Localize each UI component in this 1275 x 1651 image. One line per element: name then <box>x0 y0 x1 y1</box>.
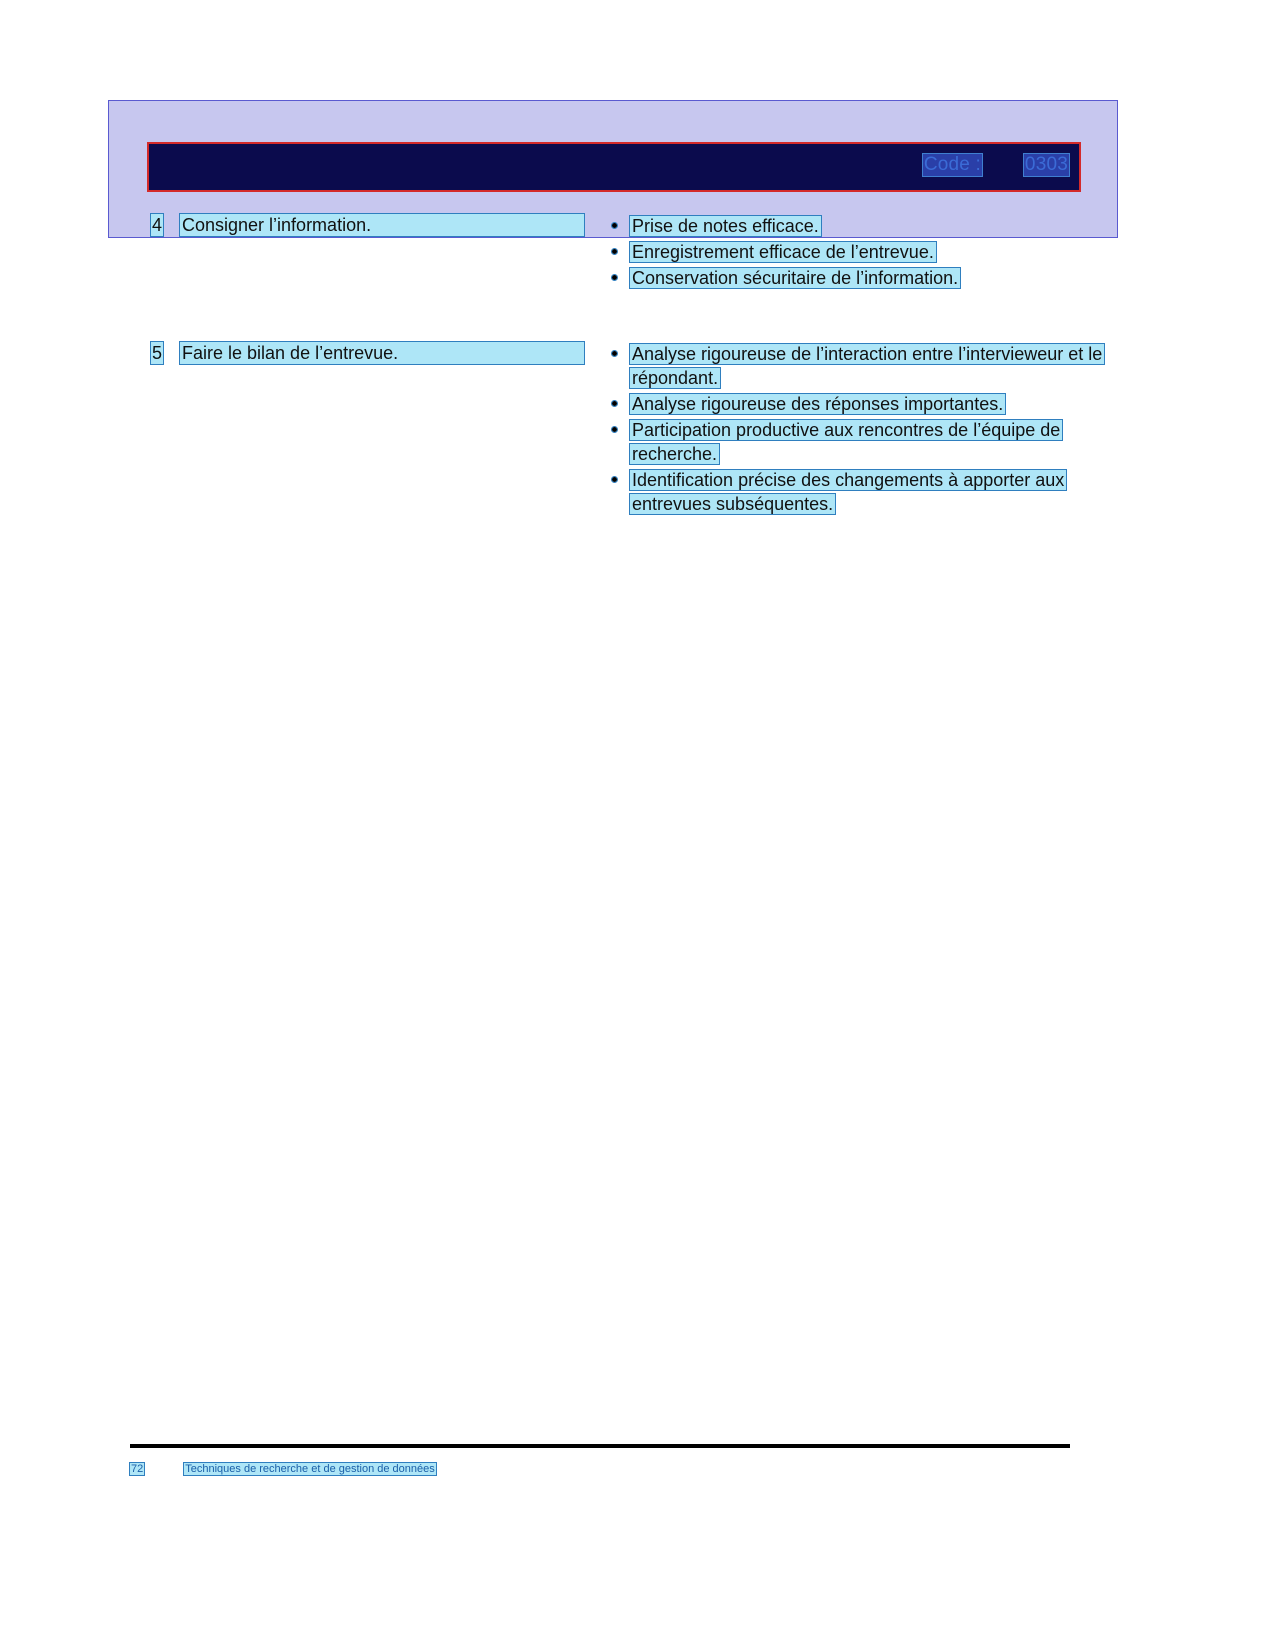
table-row <box>108 214 1118 292</box>
list-item-label: Identification précise des changements à apporter aux entrevues subséquentes. <box>632 470 1065 514</box>
task-right-cell <box>588 342 1118 518</box>
task-table <box>108 214 1118 518</box>
task-left-cell <box>108 342 588 364</box>
task-title: Faire le bilan de l’entrevue. <box>180 342 584 364</box>
bullet-icon <box>612 249 617 254</box>
task-number: 4 <box>152 215 163 235</box>
list-item <box>608 240 1118 264</box>
criteria-list <box>608 342 1118 516</box>
list-item <box>608 468 1118 516</box>
document-title: Techniques de recherche et de gestion de données <box>185 1463 435 1475</box>
footer <box>130 1462 436 1476</box>
list-item <box>608 266 1118 290</box>
bullet-icon <box>612 275 617 280</box>
list-item-label: Enregistrement efficace de l’entrevue. <box>632 242 934 262</box>
list-item-label: Analyse rigoureuse de l’interaction entre l’intervieweur et le répondant. <box>632 344 1103 388</box>
list-item-label: Prise de notes efficace. <box>632 216 819 236</box>
task-title: Consigner l’information. <box>180 214 584 236</box>
criteria-list <box>608 214 1118 290</box>
code-bar <box>147 142 1081 192</box>
list-item <box>608 418 1118 466</box>
row-spacer <box>108 292 1118 342</box>
list-item <box>608 214 1118 238</box>
task-left-cell <box>108 214 588 236</box>
bullet-icon <box>612 401 617 406</box>
task-number: 5 <box>152 343 163 363</box>
list-item <box>608 342 1118 390</box>
bullet-icon <box>612 223 617 228</box>
code-value: 0303 <box>1024 154 1068 175</box>
footer-divider <box>130 1444 1070 1448</box>
list-item-label: Participation productive aux rencontres de l’équipe de recherche. <box>632 420 1061 464</box>
bullet-icon <box>612 427 617 432</box>
list-item-label: Conservation sécuritaire de l’information. <box>632 268 959 288</box>
task-right-cell <box>588 214 1118 292</box>
bullet-icon <box>612 351 617 356</box>
page-number: 72 <box>131 1463 144 1475</box>
table-row <box>108 342 1118 518</box>
list-item-label: Analyse rigoureuse des réponses importantes. <box>632 394 1004 414</box>
code-label: Code : <box>923 154 981 175</box>
list-item <box>608 392 1118 416</box>
bullet-icon <box>612 477 617 482</box>
